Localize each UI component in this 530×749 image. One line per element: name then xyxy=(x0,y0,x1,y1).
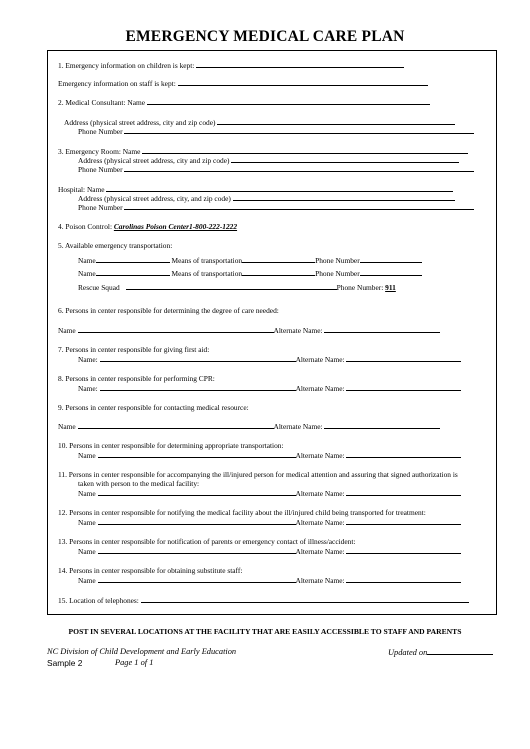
item-15-row xyxy=(58,595,469,605)
updated-date-field[interactable] xyxy=(427,647,493,655)
item-2-phone-row xyxy=(78,126,474,136)
item-13-label: 13. Persons in center responsible for notification of parents or emergency contact of illness/accident: xyxy=(58,537,356,546)
footer-division: NC Division of Child Development and Early Education xyxy=(47,647,237,656)
item-11-names-row xyxy=(78,488,461,498)
post-notice: POST IN SEVERAL LOCATIONS AT THE FACILITY THAT ARE EASILY ACCESSIBLE TO STAFF AND PARENTS xyxy=(68,627,462,636)
item-15-label: 15. Location of telephones: xyxy=(58,596,139,605)
consultant-phone-field[interactable] xyxy=(124,126,474,134)
alternate-name-field[interactable] xyxy=(346,354,461,362)
consultant-phone-label: Phone Number xyxy=(78,127,123,136)
transport-means-field[interactable] xyxy=(242,255,315,263)
transport-means-label: Means of transportation xyxy=(171,269,243,278)
name-label: Name xyxy=(58,326,76,335)
item-10-names-row xyxy=(78,450,461,460)
transport-row-1 xyxy=(78,255,422,265)
poison-control-value: Carolinas Poison Center1-800-222-1222 xyxy=(113,222,238,231)
rescue-row xyxy=(78,282,396,292)
item-1-label: 1. Emergency information on children is kept: xyxy=(58,61,195,70)
item-9-label: 9. Persons in center responsible for contacting medical resource: xyxy=(58,403,249,412)
alternate-label: Alternate Name: xyxy=(295,547,345,556)
alternate-label: Alternate Name: xyxy=(295,451,345,460)
alternate-name-field[interactable] xyxy=(346,575,461,583)
name-label: Name xyxy=(78,547,96,556)
item-1b-label: Emergency information on staff is kept: xyxy=(58,79,176,88)
alternate-label: Alternate Name: xyxy=(295,355,345,364)
item-4-row xyxy=(58,222,237,231)
item-12-label: 12. Persons in center responsible for notifying the medical facility about the ill/injured child being transported for treatment: xyxy=(58,508,426,517)
telephone-location-field[interactable] xyxy=(141,595,469,603)
er-phone-field[interactable] xyxy=(124,164,474,172)
person-name-field[interactable] xyxy=(98,546,296,554)
transport-means-field[interactable] xyxy=(242,268,315,276)
transport-phone-field[interactable] xyxy=(360,255,422,263)
transport-name-field[interactable] xyxy=(96,268,170,276)
alternate-name-field[interactable] xyxy=(324,421,440,429)
consultant-name-field[interactable] xyxy=(147,97,430,105)
item-3-label: 3. Emergency Room: Name xyxy=(58,147,141,156)
name-label: Name xyxy=(78,518,96,527)
transport-name-label: Name xyxy=(78,269,96,278)
alternate-label: Alternate Name: xyxy=(295,576,345,585)
transport-means-label: Means of transportation xyxy=(171,256,243,265)
name-label: Name: xyxy=(78,355,98,364)
rescue-label: Rescue Squad xyxy=(78,283,120,292)
item-10-label: 10. Persons in center responsible for determining appropriate transportation: xyxy=(58,441,284,450)
staff-info-field[interactable] xyxy=(178,78,428,86)
hospital-name-field[interactable] xyxy=(106,184,453,192)
item-3-phone-row xyxy=(78,164,474,174)
person-name-field[interactable] xyxy=(78,421,274,429)
alternate-label: Alternate Name: xyxy=(295,489,345,498)
person-name-field[interactable] xyxy=(100,354,296,362)
alternate-name-field[interactable] xyxy=(346,450,461,458)
alternate-name-field[interactable] xyxy=(346,546,461,554)
name-label: Name xyxy=(78,451,96,460)
transport-phone-label: Phone Number xyxy=(315,269,360,278)
item-2-row xyxy=(58,97,430,107)
alternate-label: Alternate Name: xyxy=(295,518,345,527)
updated-label: Updated on xyxy=(388,648,428,657)
person-name-field[interactable] xyxy=(98,517,296,525)
transport-name-label: Name xyxy=(78,256,96,265)
item-2-label: 2. Medical Consultant: Name xyxy=(58,98,146,107)
consultant-address-field[interactable] xyxy=(217,117,455,125)
er-name-field[interactable] xyxy=(142,146,468,154)
item-7-label: 7. Persons in center responsible for giving first aid: xyxy=(58,345,210,354)
alternate-name-field[interactable] xyxy=(346,488,461,496)
hospital-phone-field[interactable] xyxy=(124,202,474,210)
person-name-field[interactable] xyxy=(98,450,296,458)
name-label: Name xyxy=(78,489,96,498)
rescue-phone-value: 911 xyxy=(385,283,396,292)
er-address-label: Address (physical street address, city and zip code) xyxy=(78,156,230,165)
alternate-label: Alternate Name: xyxy=(273,326,323,335)
item-12-names-row xyxy=(78,517,461,527)
alternate-label: Alternate Name: xyxy=(295,384,345,393)
item-8-names-row xyxy=(78,383,461,393)
item-11-label: 11. Persons in center responsible for accompanying the ill/injured person for medical attention and assuring that signed authorization is xyxy=(58,470,458,479)
transport-name-field[interactable] xyxy=(96,255,170,263)
hospital-phone-label: Phone Number xyxy=(78,203,123,212)
transport-phone-field[interactable] xyxy=(360,268,422,276)
form-title: EMERGENCY MEDICAL CARE PLAN xyxy=(125,28,405,45)
item-5-label: 5. Available emergency transportation: xyxy=(58,241,173,250)
footer-sample: Sample 2 xyxy=(47,658,83,668)
er-address-field[interactable] xyxy=(231,155,459,163)
transport-row-2 xyxy=(78,268,422,278)
person-name-field[interactable] xyxy=(98,575,296,583)
item-6-label: 6. Persons in center responsible for determining the degree of care needed: xyxy=(58,306,279,315)
item-14-label: 14. Persons in center responsible for obtaining substitute staff: xyxy=(58,566,243,575)
item-1b-row xyxy=(58,78,428,88)
rescue-field[interactable] xyxy=(126,282,337,290)
item-11-label-cont: taken with person to the medical facility: xyxy=(78,479,200,488)
er-phone-label: Phone Number xyxy=(78,165,123,174)
alternate-name-field[interactable] xyxy=(346,383,461,391)
name-label: Name: xyxy=(78,384,98,393)
person-name-field[interactable] xyxy=(100,383,296,391)
children-info-field[interactable] xyxy=(196,60,404,68)
alternate-label: Alternate Name: xyxy=(273,422,323,431)
rescue-phone-label: Phone Number: xyxy=(336,283,384,292)
item-7-names-row xyxy=(78,354,461,364)
alternate-name-field[interactable] xyxy=(324,325,440,333)
item-1-row xyxy=(58,60,404,70)
hospital-label: Hospital: Name xyxy=(58,185,105,194)
item-14-names-row xyxy=(78,575,461,585)
item-4-label: 4. Poison Control: xyxy=(58,222,113,231)
transport-phone-label: Phone Number xyxy=(315,256,360,265)
footer-page: Page 1 of 1 xyxy=(115,658,154,667)
name-label: Name xyxy=(58,422,76,431)
hospital-address-field[interactable] xyxy=(233,193,455,201)
item-13-names-row xyxy=(78,546,461,556)
hospital-address-label: Address (physical street address, city, and zip code) xyxy=(78,194,231,203)
item-8-label: 8. Persons in center responsible for performing CPR: xyxy=(58,374,215,383)
item-6-names-row xyxy=(58,325,440,335)
footer-updated xyxy=(388,647,493,657)
item-9-names-row xyxy=(58,421,440,431)
person-name-field[interactable] xyxy=(78,325,274,333)
alternate-name-field[interactable] xyxy=(346,517,461,525)
hospital-phone-row xyxy=(78,202,474,212)
name-label: Name xyxy=(78,576,96,585)
consultant-address-label: Address (physical street address, city and zip code) xyxy=(64,118,216,127)
person-name-field[interactable] xyxy=(98,488,296,496)
